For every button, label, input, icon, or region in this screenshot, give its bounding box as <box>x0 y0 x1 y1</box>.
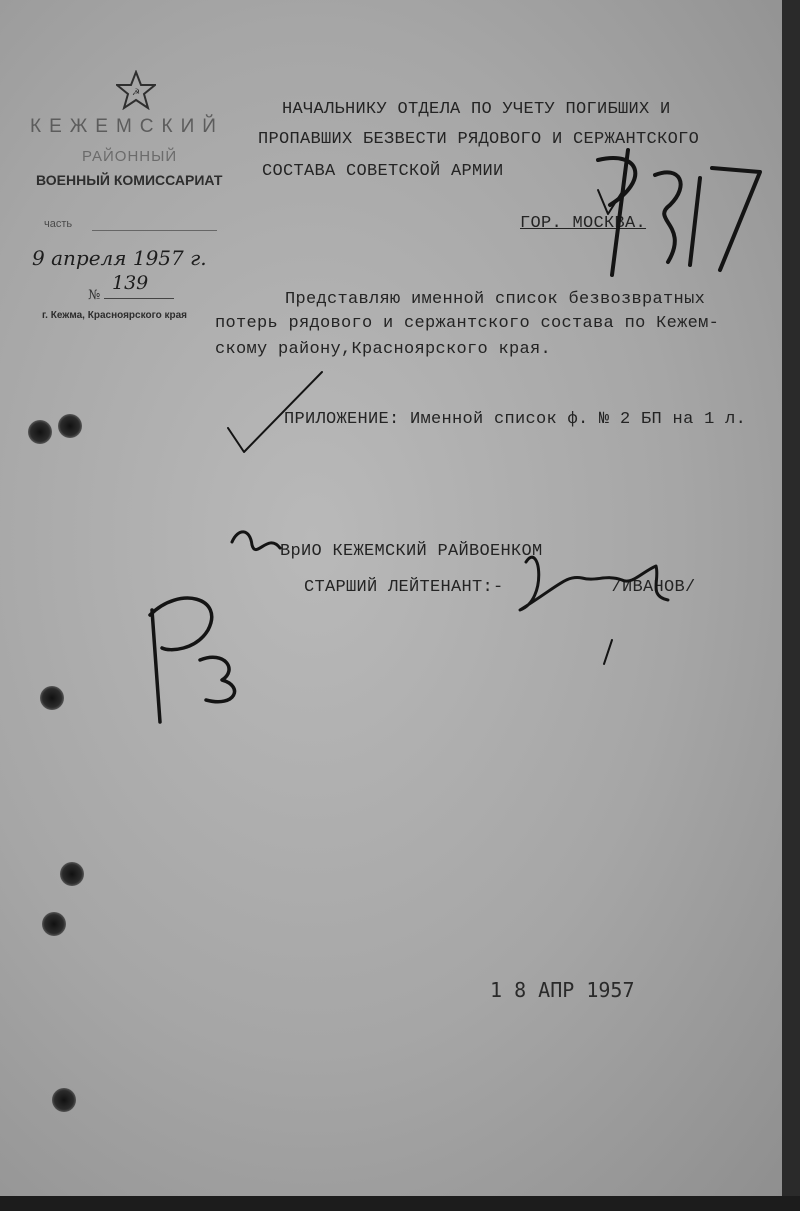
attachment-check-mark <box>228 372 322 452</box>
addressee-city: ГОР. МОСКВА. <box>520 214 647 233</box>
binding-hole-2 <box>58 414 82 438</box>
binding-hole-4 <box>60 862 84 886</box>
addressee-line-3: СОСТАВА СОВЕТСКОЙ АРМИИ <box>262 162 504 181</box>
binding-hole-6 <box>52 1088 76 1112</box>
document-number: 139 <box>112 272 149 294</box>
signature-rank-text: СТАРШИЙ ЛЕЙТЕНАНТ:- <box>304 578 504 597</box>
body-line-3: скому району,Красноярского края. <box>215 340 552 359</box>
addressee-line-2: ПРОПАВШИХ БЕЗВЕСТИ РЯДОВОГО И СЕРЖАНТСКОГО <box>258 130 700 149</box>
resolution-mark-r3 <box>150 598 235 722</box>
scan-edge-bottom <box>0 1196 800 1211</box>
handwritten-registration-number <box>598 150 760 275</box>
signature-name: /ИВАНОВ/ <box>611 578 696 597</box>
body-line-2: потерь рядового и сержантского состава по Кежем- <box>215 314 720 333</box>
signature-tick-mark <box>604 640 612 664</box>
received-date-stamp: 1 8 АПР 1957 <box>490 978 635 1002</box>
binding-hole-5 <box>42 912 66 936</box>
scan-edge-right <box>782 0 800 1211</box>
svg-text:☭: ☭ <box>131 88 141 98</box>
document-date: 9 апреля 1957 г. <box>32 246 207 270</box>
binding-hole-3 <box>40 686 64 710</box>
attachment-line: ПРИЛОЖЕНИЕ: Именной список ф. № 2 БП на 1 л. <box>284 410 747 429</box>
addressee-line-1: НАЧАЛЬНИКУ ОТДЕЛА ПО УЧЕТУ ПОГИБШИХ И <box>282 100 671 119</box>
signature-scribble-mark <box>520 557 668 610</box>
number-label: № <box>88 288 101 303</box>
vrio-scribble <box>232 532 280 550</box>
place-stamp: г. Кежма, Красноярского края <box>42 310 187 321</box>
org-district: РАЙОННЫЙ <box>82 148 178 165</box>
signature-title: ВрИО КЕЖЕМСКИЙ РАЙВОЕНКОМ <box>280 542 543 561</box>
org-commissariat: ВОЕННЫЙ КОМИССАРИАТ <box>36 172 223 188</box>
body-line-1: Представляю именной список безвозвратных <box>285 290 706 309</box>
part-label: часть <box>44 218 73 230</box>
binding-hole-1 <box>28 420 52 444</box>
org-name: КЕЖЕМСКИЙ <box>30 116 224 137</box>
